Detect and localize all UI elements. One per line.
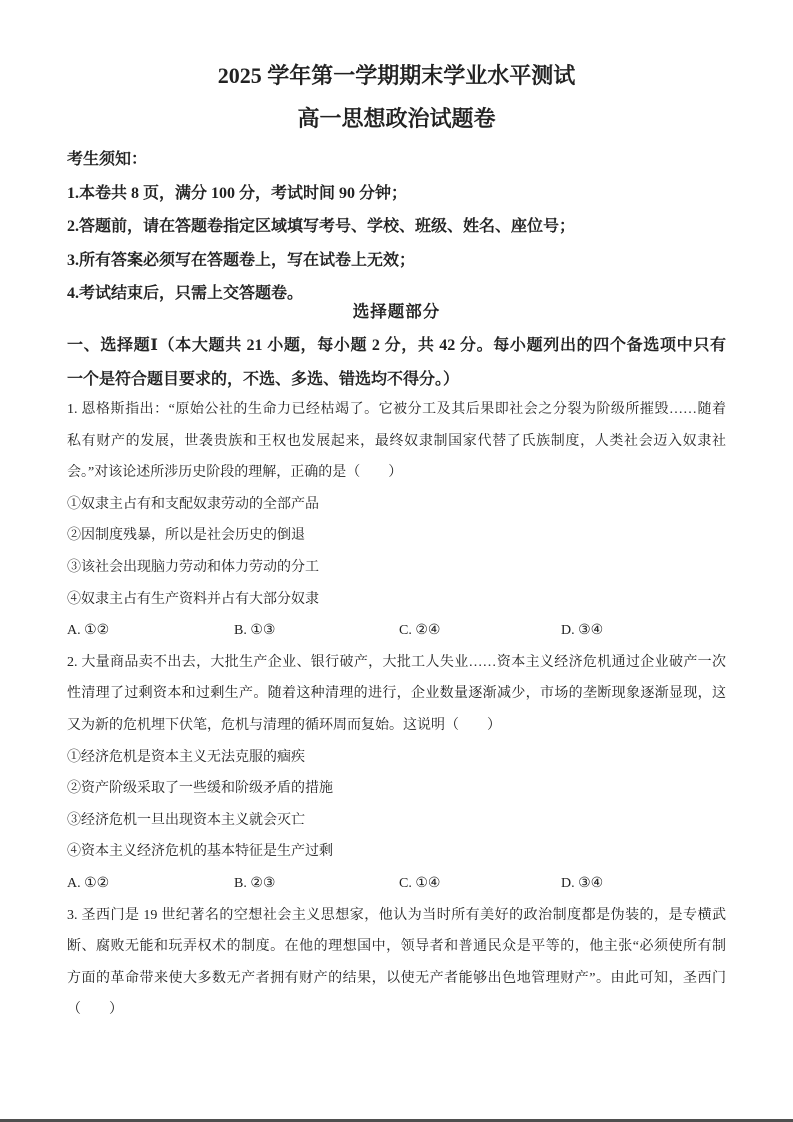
question-1-stem-line: 私有财产的发展，世袭贵族和王权也发展起来，最终奴隶制国家代替了氏族制度，人类社会迈入奴隶社 bbox=[67, 433, 726, 449]
question-2-statement-4: ④资本主义经济危机的基本特征是生产过剩 bbox=[67, 844, 333, 860]
question-2-options-row bbox=[67, 868, 726, 900]
notice-item-2: 2.答题前，请在答题卷指定区域填写考号、学校、班级、姓名、座位号； bbox=[67, 218, 576, 236]
question-list bbox=[67, 394, 726, 1026]
question-1-statement-2: ②因制度残暴，所以是社会历史的倒退 bbox=[67, 528, 305, 544]
section-part-label: 选择题部分 bbox=[352, 302, 441, 321]
instruction-line-2: 一个是符合题目要求的，不选、多选、错选均不得分。） bbox=[67, 371, 460, 388]
notice-item-4: 4.考试结束后，只需上交答题卷。 bbox=[67, 285, 304, 303]
question-3 bbox=[67, 900, 726, 1026]
question-2-stem-line: 又为新的危机埋下伏笔，危机与清理的循环周而复始。这说明（ ） bbox=[67, 717, 501, 733]
question-1-option-c: C. ②④ bbox=[399, 623, 441, 639]
question-3-stem-line: （ ） bbox=[67, 1002, 123, 1018]
question-2-option-b: B. ②③ bbox=[234, 875, 276, 891]
page-title-line2: 高一思想政治试题卷 bbox=[297, 106, 496, 131]
notice-item-1: 1.本卷共 8 页，满分 100 分，考试时间 90 分钟； bbox=[67, 184, 408, 202]
section-instructions bbox=[67, 329, 726, 397]
question-2 bbox=[67, 647, 726, 900]
notice-heading: 考生须知： bbox=[67, 151, 148, 168]
question-1-statement-3: ③该社会出现脑力劳动和体力劳动的分工 bbox=[67, 559, 319, 575]
question-1-statement-1: ①奴隶主占有和支配奴隶劳动的全部产品 bbox=[67, 496, 319, 512]
question-3-stem-line: 断、腐败无能和玩弄权术的制度。在他的理想国中，领导者和普通民众是平等的，他主张“必须使所有制 bbox=[67, 939, 726, 955]
question-2-statement-1: ①经济危机是资本主义无法克服的痼疾 bbox=[67, 749, 305, 765]
question-2-statement-2: ②资产阶级采取了一些缓和阶级矛盾的措施 bbox=[67, 781, 333, 797]
question-2-stem-line: 2. 大量商品卖不出去，大批生产企业、银行破产，大批工人失业……资本主义经济危机通过企业破产一次 bbox=[67, 654, 726, 670]
question-1-option-b: B. ①③ bbox=[234, 623, 276, 639]
notice-item-3: 3.所有答案必须写在答题卷上，写在试卷上无效； bbox=[67, 251, 416, 269]
question-1-options-row bbox=[67, 615, 726, 647]
question-3-stem-line: 3. 圣西门是 19 世纪著名的空想社会主义思想家，他认为当时所有美好的政治制度都是伪装的，是专横武 bbox=[67, 907, 726, 923]
question-1-stem-line: 1. 恩格斯指出：“原始公社的生命力已经枯竭了。它被分工及其后果即社会之分裂为阶级所摧毁……随着 bbox=[67, 402, 726, 417]
question-1-option-d: D. ③④ bbox=[561, 623, 604, 639]
question-1 bbox=[67, 394, 726, 647]
instruction-line-1: 一、选择题Ⅰ（本大题共 21 小题，每小题 2 分，共 42 分。每小题列出的四个备选项中只有 bbox=[67, 337, 726, 354]
question-1-option-a: A. ①② bbox=[67, 623, 110, 639]
question-2-statement-3: ③经济危机一旦出现资本主义就会灭亡 bbox=[67, 812, 305, 828]
question-2-option-d: D. ③④ bbox=[561, 875, 604, 891]
question-1-statement-4: ④奴隶主占有生产资料并占有大部分奴隶 bbox=[67, 591, 319, 607]
question-3-stem-line: 方面的革命带来使大多数无产者拥有财产的结果，以使无产者能够出色地管理财产”。由此可知，圣西门 bbox=[67, 970, 726, 986]
question-2-option-c: C. ①④ bbox=[399, 875, 441, 891]
candidate-notice bbox=[67, 143, 726, 311]
page-title-line1: 2025 学年第一学期期末学业水平测试 bbox=[217, 63, 576, 88]
question-2-stem-line: 性清理了过剩资本和过剩生产。随着这种清理的进行，企业数量逐渐减少，市场的垄断现象逐渐显现，这 bbox=[67, 686, 726, 702]
question-2-option-a: A. ①② bbox=[67, 875, 110, 891]
question-1-stem-line: 会。”对该论述所涉历史阶段的理解，正确的是（ ） bbox=[67, 465, 403, 481]
